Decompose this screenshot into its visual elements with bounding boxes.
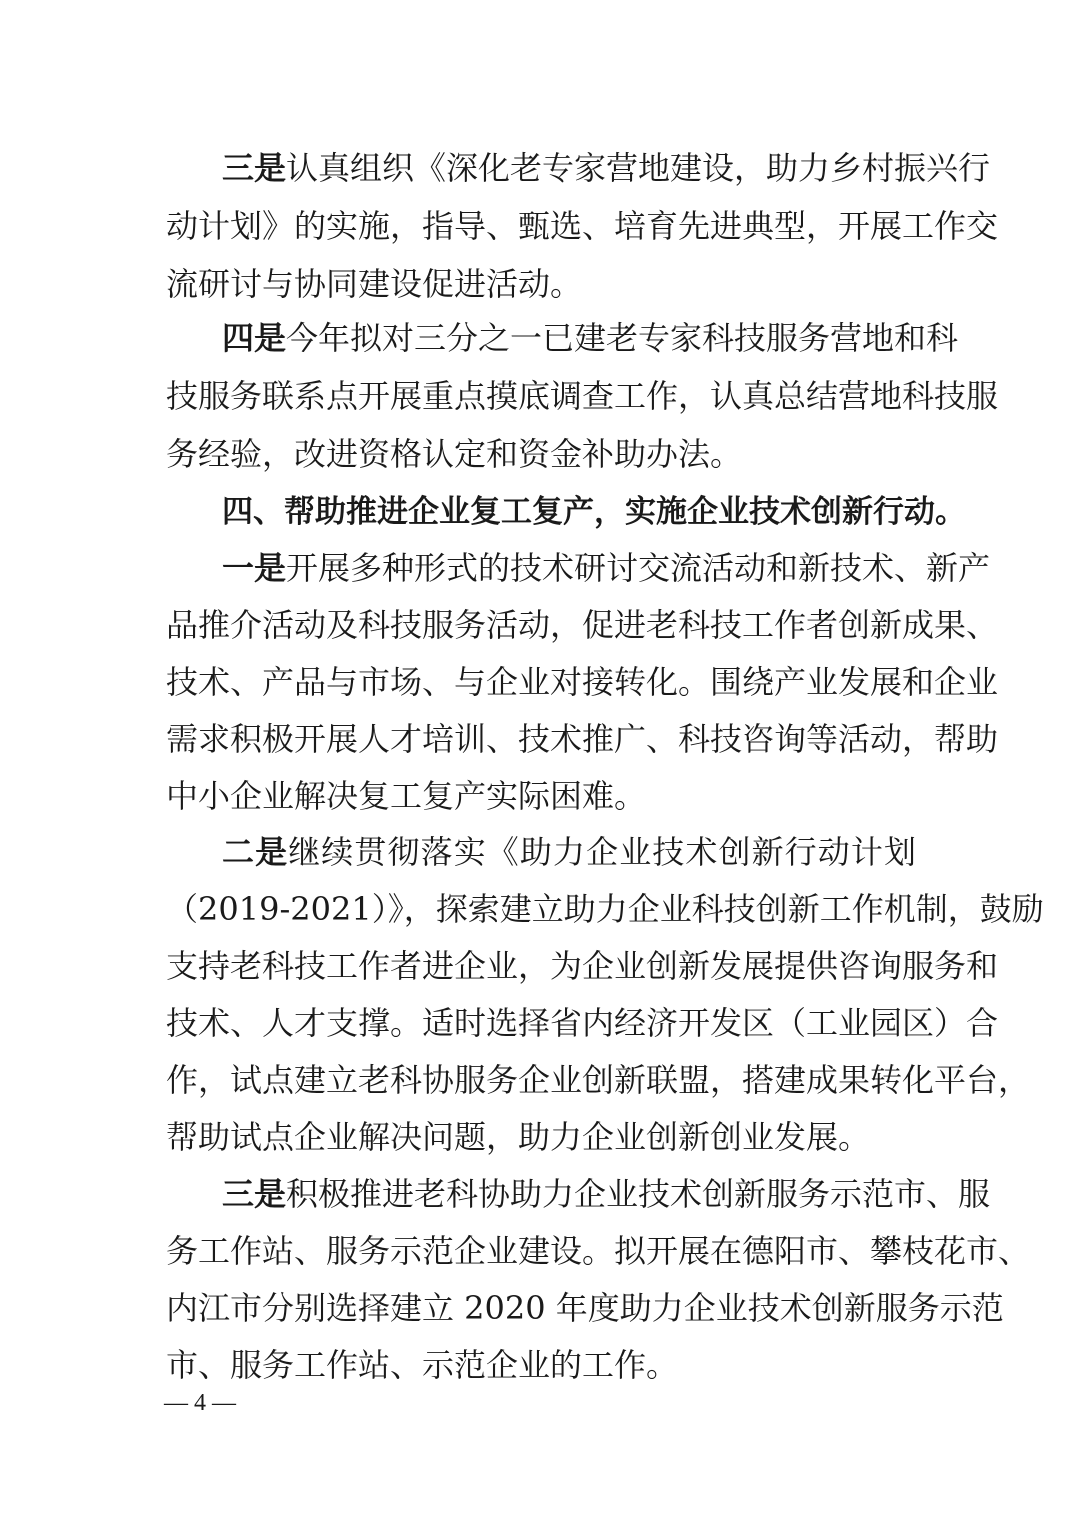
section-heading: 四、帮助推进企业复工复产，实施企业技术创新行动。 (222, 494, 966, 530)
paragraph-3-line-4: 需求积极开展人才培训、技术推广、科技咨询等活动，帮助 (166, 720, 999, 758)
paragraph-5-line-2: 务工作站、服务示范企业建设。拟开展在德阳市、攀枝花市、 (166, 1232, 1031, 1270)
paragraph-lead: 二是 (222, 833, 289, 871)
paragraph-lead: 四是 (222, 319, 287, 357)
paragraph-1-line-3: 流研讨与协同建设促进活动。 (166, 265, 583, 303)
paragraph-4-line-2: （2019-2021）》，探索建立助力企业科技创新工作机制，鼓励 (166, 890, 1044, 928)
paragraph-text: 认真组织《深化老专家营地建设，助力乡村振兴行 (286, 149, 991, 187)
paragraph-2-line-2: 技服务联系点开展重点摸底调查工作，认真总结营地科技服 (166, 377, 999, 415)
page-number: — 4 — (164, 1390, 236, 1416)
paragraph-2-line-1 (222, 309, 959, 367)
paragraph-4-line-5: 作，试点建立老科协服务企业创新联盟，搭建成果转化平台， (166, 1061, 1031, 1099)
paragraph-3-line-2: 品推介活动及科技服务活动，促进老科技工作者创新成果、 (166, 606, 999, 644)
paragraph-3-line-5: 中小企业解决复工复产实际困难。 (166, 777, 647, 815)
paragraph-2-line-3: 务经验，改进资格认定和资金补助办法。 (166, 435, 743, 473)
paragraph-4-line-4: 技术、人才支撑。适时选择省内经济开发区（工业园区）合 (166, 1004, 999, 1042)
paragraph-1-line-2: 动计划》的实施，指导、甄选、培育先进典型，开展工作交 (166, 207, 999, 245)
paragraph-text: 积极推进老科协助力企业技术创新服务示范市、服 (286, 1175, 991, 1213)
paragraph-3-line-3: 技术、产品与市场、与企业对接转化。围绕产业发展和企业 (166, 663, 999, 701)
paragraph-lead: 一是 (222, 549, 287, 587)
paragraph-4-line-3: 支持老科技工作者进企业，为企业创新发展提供咨询服务和 (166, 947, 999, 985)
paragraph-5-line-3: 内江市分别选择建立 2020 年度助力企业技术创新服务示范 (166, 1289, 1004, 1327)
paragraph-text: 继续贯彻落实《助力企业技术创新行动计划 (288, 833, 916, 871)
paragraph-5-line-1 (222, 1165, 991, 1223)
paragraph-text: 今年拟对三分之一已建老专家科技服务营地和科 (286, 319, 959, 357)
paragraph-text: 开展多种形式的技术研讨交流活动和新技术、新产 (286, 549, 991, 587)
paragraph-5-line-4: 市、服务工作站、示范企业的工作。 (166, 1346, 679, 1384)
paragraph-lead: 三是 (222, 1175, 287, 1213)
paragraph-4-line-6: 帮助试点企业解决问题，助力企业创新创业发展。 (166, 1118, 871, 1156)
paragraph-lead: 三是 (222, 149, 287, 187)
paragraph-4-line-1 (222, 823, 916, 881)
paragraph-3-line-1 (222, 539, 991, 597)
paragraph-1-line-1 (222, 139, 991, 197)
